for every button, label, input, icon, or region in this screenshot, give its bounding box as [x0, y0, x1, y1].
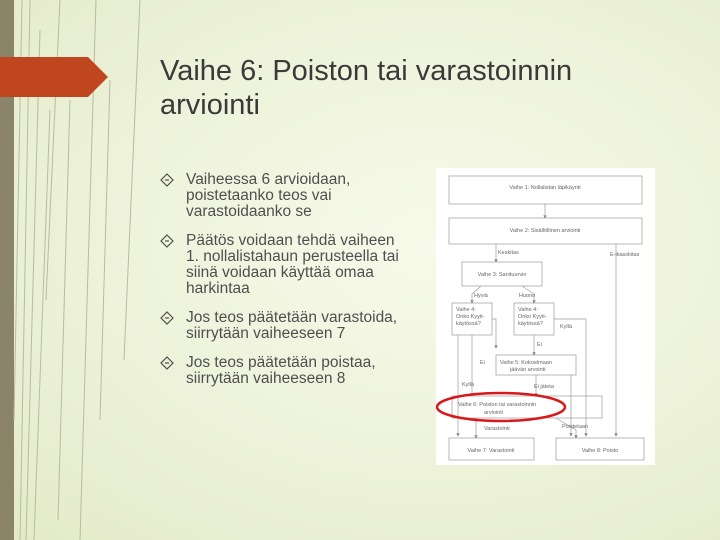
bullet-text: Jos teos päätetään varastoida, siirrytään vaiheeseen 7: [186, 309, 398, 342]
label-kyllaa2: Kyllä: [462, 382, 474, 388]
box-vaihe4a-line1: Vaihe 4:: [456, 307, 476, 313]
diamond-bullet-icon: [160, 311, 174, 325]
box-vaihe6-line1: Vaihe 6: Poiston tai varastoinnin: [458, 402, 537, 408]
box-vaihe2-text: Vaihe 2: Sisällöllinen arviointi: [509, 228, 581, 234]
bullet-text: Vaiheessa 6 arvioidaan, poistetaanko teos vai varastoidaanko se: [186, 171, 351, 220]
bullet-item: [160, 310, 410, 342]
box-vaihe4a-line3: käytössä?: [456, 321, 481, 327]
box-vaihe4b-line1: Vaihe 4:: [518, 307, 538, 313]
box-vaihe8-text: Vaihe 8: Poisto: [581, 448, 619, 454]
label-varastointi: Varastointi: [484, 426, 510, 432]
diamond-bullet-icon: [160, 234, 174, 248]
box-vaihe6-line2: arviointi: [484, 410, 503, 416]
label-poistetaan: Poistetaan: [562, 424, 588, 430]
box-vaihe5-line2: jäävän arvointi: [510, 367, 546, 373]
title-accent-tab: [0, 57, 108, 97]
label-kyllaa: Kyllä: [560, 324, 572, 330]
diamond-bullet-icon: [160, 356, 174, 370]
label-huono: Huono: [519, 293, 536, 299]
bullet-item: [160, 172, 410, 220]
bullet-item: [160, 355, 410, 387]
box-vaihe4b-line2: Onko Kyyti-: [518, 314, 547, 320]
label-keskitas: Keskitas: [498, 250, 519, 256]
bullet-list: [160, 172, 410, 400]
box-vaihe4b-line3: käytössä?: [518, 321, 543, 327]
label-ei-low: Ei: [480, 360, 485, 366]
label-ei-jateta: Ei jäteta: [534, 384, 554, 390]
label-ei-mid: Ei: [537, 342, 542, 348]
bullet-text: Päätös voidaan tehdä vaiheen 1. nollalistahaun perusteella tai siinä voidaan käyttää omaa harkintaa: [186, 232, 399, 297]
diamond-bullet-icon: [160, 173, 174, 187]
box-vaihe5-line1: Vaihe 5: Kokoelmaan: [500, 360, 552, 366]
box-vaihe1-text: Vaihe 1: Nollalistan läpikäynti: [509, 185, 581, 191]
label-hyvia: Hyviä: [474, 293, 488, 299]
label-ekasskitas: E-ikasskitas: [610, 252, 640, 258]
process-flowchart: [436, 168, 655, 465]
box-vaihe7-text: Vaihe 7: Varastointi: [467, 448, 515, 454]
bullet-item: [160, 233, 410, 297]
box-vaihe3-text: Vaihe 3: Sanituurvio: [477, 272, 527, 278]
box-vaihe4a-line2: Onko Kyyti-: [456, 314, 485, 320]
slide-title: Vaihe 6: Poiston tai varastoinnin arviointi: [160, 55, 573, 121]
bullet-text: Jos teos päätetään poistaa, siirrytään vaiheeseen 8: [186, 354, 376, 387]
